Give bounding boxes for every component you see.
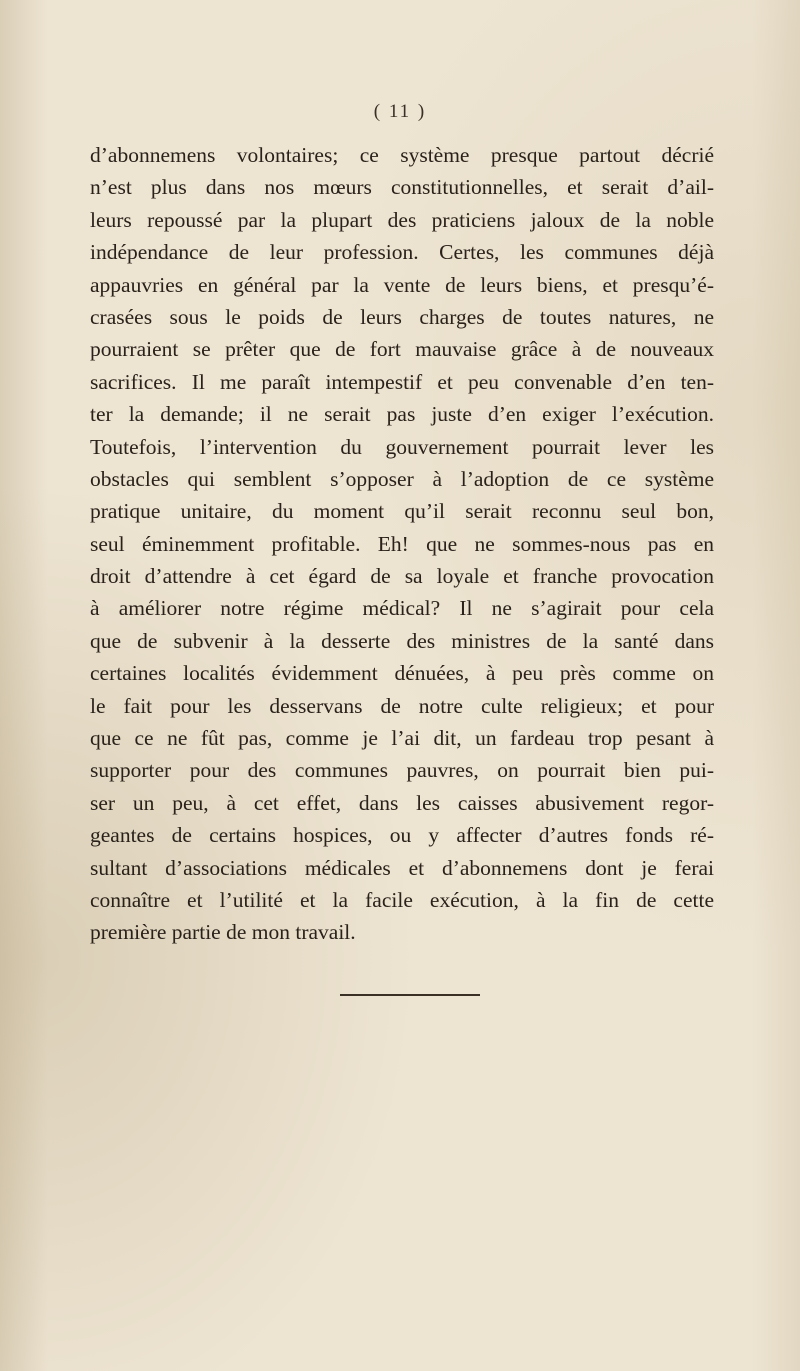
- text-line: geantes de certains hospices, ou y affecter d’autres fonds ré-: [90, 823, 714, 848]
- text-line: pourraient se prêter que de fort mauvaise grâce à de nouveaux: [90, 337, 714, 362]
- text-line: connaître et l’utilité et la facile exécution, à la fin de cette: [90, 887, 714, 912]
- text-line: obstacles qui semblent s’opposer à l’adoption de ce système: [90, 466, 714, 491]
- text-line: n’est plus dans nos mœurs constitutionnelles, et serait d’ail-: [90, 175, 714, 200]
- text-line: certaines localités évidemment dénuées, à peu près comme on: [90, 661, 714, 686]
- text-line: Toutefois, l’intervention du gouvernement pourrait lever les: [90, 434, 714, 459]
- body-paragraph: [90, 139, 714, 949]
- text-line: le fait pour les desservans de notre culte religieux; et pour: [90, 693, 714, 718]
- text-line: d’abonnemens volontaires; ce système presque partout décrié: [90, 143, 714, 167]
- text-line: crasées sous le poids de leurs charges de toutes natures, ne: [90, 304, 714, 329]
- text-line: sultant d’associations médicales et d’abonnemens dont je ferai: [90, 855, 714, 880]
- text-line: sacrifices. Il me paraît intempestif et peu convenable d’en ten-: [90, 369, 714, 394]
- text-line: que de subvenir à la desserte des ministres de la santé dans: [90, 628, 714, 653]
- text-line: première partie de mon travail.: [90, 920, 356, 945]
- text-line: appauvries en général par la vente de leurs biens, et presqu’é-: [90, 272, 714, 297]
- text-line: leurs repoussé par la plupart des praticiens jaloux de la noble: [90, 207, 714, 232]
- text-line: pratique unitaire, du moment qu’il serait reconnu seul bon,: [90, 499, 714, 524]
- text-line: ser un peu, à cet effet, dans les caisses abusivement regor-: [90, 790, 714, 815]
- text-line: à améliorer notre régime médical? Il ne s’agirait pour cela: [90, 596, 714, 621]
- text-line: ter la demande; il ne serait pas juste d’en exiger l’exécution.: [90, 402, 714, 427]
- text-line: indépendance de leur profession. Certes, les communes déjà: [90, 240, 714, 265]
- text-line: droit d’attendre à cet égard de sa loyale et franche provocation: [90, 564, 714, 589]
- page-number: ( 11 ): [373, 101, 427, 122]
- text-line: seul éminemment profitable. Eh! que ne sommes-nous pas en: [90, 531, 714, 556]
- text-line: supporter pour des communes pauvres, on pourrait bien pui-: [90, 758, 714, 783]
- section-divider: [340, 994, 480, 996]
- text-line: que ce ne fût pas, comme je l’ai dit, un fardeau trop pesant à: [90, 726, 714, 751]
